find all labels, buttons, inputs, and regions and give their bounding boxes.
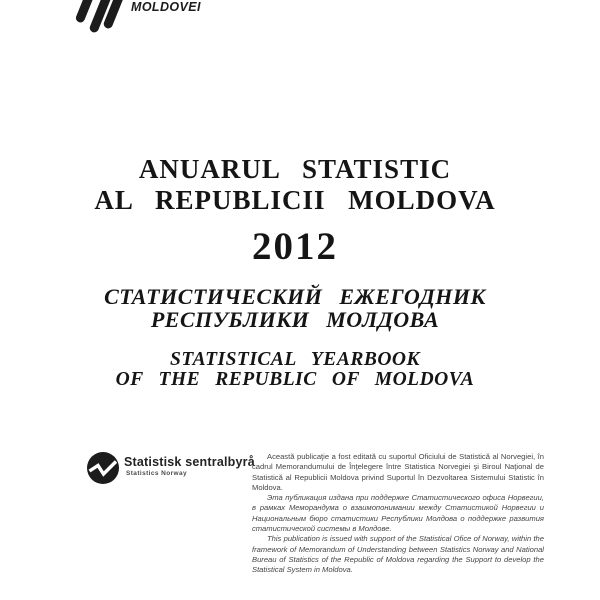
colophon-block xyxy=(252,452,544,576)
russian-title-line1: СТАТИСТИЧЕСКИЙ ЕЖЕГОДНИК xyxy=(104,284,486,309)
edition-year: 2012 xyxy=(252,225,338,268)
colophon-paragraph-romanian: Această publicaţie a fost editată cu suportul Oficiului de Statistică al Norvegiei, în cadrul Memorandumului de Înţelegere între Statistica Norvegiei şi Biroul Naţional de Statistică al Republicii Moldova privind Suportul în Dezvoltarea Sistemului Statistic în Moldova. xyxy=(252,452,544,492)
russian-title-line2: РЕСПУБЛИКИ МОЛДОВА xyxy=(150,307,440,332)
statistics-norway-logo xyxy=(87,452,119,484)
colophon-paragraph-english: This publication is issued with support of the Statistical Ofice of Norway, within the framework of Memorandum of Understanding between Statistics Norway and National Bureau of Statistics of the Republic of Moldova regarding the Support to develop the Statistical System in Moldova. xyxy=(252,534,544,575)
publisher-subtitle: Statistics Norway xyxy=(126,470,187,477)
colophon-paragraph-russian: Эта публикация издана при поддержке Статистического офиса Норвегии, в рамках Меморандума о взаимопонимании между Статистикой Норвегии и Национальным бюро статистики Республики Молдова о поддержке развития статистической системы в Молдове. xyxy=(252,493,544,534)
english-title-line2: OF THE REPUBLIC OF MOLDOVA xyxy=(115,369,475,390)
english-title-line1: STATISTICAL YEARBOOK xyxy=(169,349,421,370)
publisher-name: Statistisk sentralbyrå xyxy=(124,455,255,469)
moldova-logo-text: MOLDOVEI xyxy=(131,0,201,14)
main-title-line2: AL REPUBLICII MOLDOVA xyxy=(94,185,496,215)
main-title-line1: ANUARUL STATISTIC xyxy=(138,154,452,184)
zigzag-circle-icon xyxy=(87,452,119,484)
